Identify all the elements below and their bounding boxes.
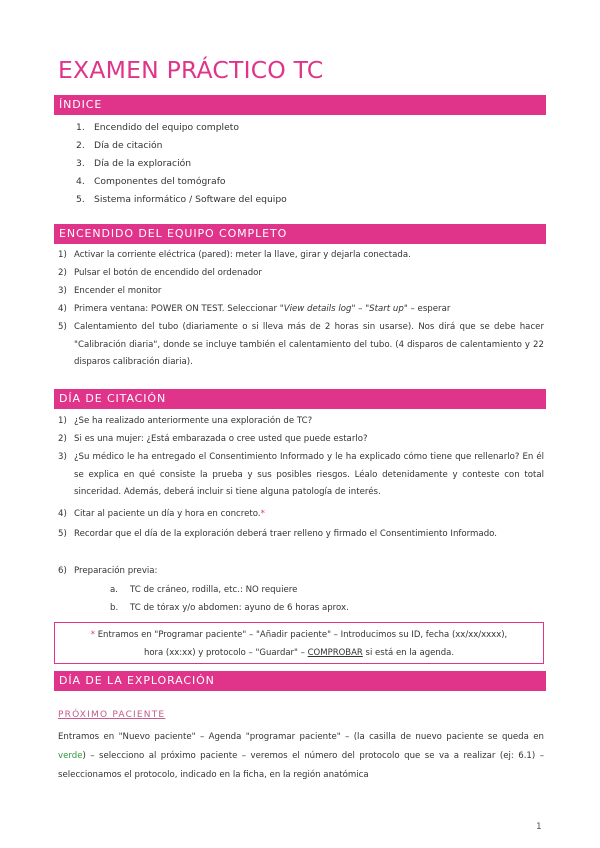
asterisk-mark: * [260, 509, 265, 519]
toc-item: 5. Sistema informático / Software del equipo [76, 194, 287, 205]
list-item: 6) Preparación previa: [58, 566, 158, 576]
page-number: 1 [536, 822, 542, 832]
list-item: 5) Calentamiento del tubo (diariamente o si lleva más de 2 horas sin usarse). Nos dirá que se debe hacer "Calibración diaria", donde se incluye también el calentamiento del tubo. (4 disparos de calentamiento y 22 disparos calibración diaria). [58, 322, 544, 367]
list-item: 4) Citar al paciente un día y hora en concreto.* [58, 509, 265, 519]
note-box [54, 622, 544, 664]
subheading-proximo-paciente: PRÓXIMO PACIENTE [58, 710, 166, 720]
toc-item: 4. Componentes del tomógrafo [76, 176, 226, 187]
toc-item: 1. Encendido del equipo completo [76, 122, 239, 133]
list-item: 3) Encender el monitor [58, 286, 162, 296]
section-header-citacion: DÍA DE CITACIÓN [54, 389, 546, 409]
list-item: 1) Activar la corriente eléctrica (pared): meter la llave, girar y dejarla conectada. [58, 250, 411, 260]
list-item: 3) ¿Su médico le ha entregado el Consentimiento Informado y le ha explicado cómo tiene que rellenarlo? En él se explica en qué consiste la prueba y sus posibles riesgos. Léalo detenidamente y conteste con total sinceridad. Además, deberá incluir si tiene alguna patología de interés. [58, 452, 544, 497]
section-header-indice: ÍNDICE [54, 95, 546, 115]
toc-item: 3. Día de la exploración [76, 158, 192, 169]
list-item: 4) Primera ventana: POWER ON TEST. Seleccionar "View details log" – "Start up" – esperar [58, 304, 451, 314]
list-item: 2) Si es una mujer: ¿Está embarazada o cree usted que puede estarlo? [58, 434, 368, 444]
list-item: 2) Pulsar el botón de encendido del ordenador [58, 268, 262, 278]
list-item: 5) Recordar que el día de la exploración deberá traer relleno y firmado el Consentimiento Informado. [58, 529, 497, 539]
sub-list-item: b. TC de tórax y/o abdomen: ayuno de 6 horas aprox. [110, 603, 349, 613]
document-title: EXAMEN PRÁCTICO TC [58, 56, 324, 84]
toc-item: 2. Día de citación [76, 140, 163, 151]
section-header-exploracion: DÍA DE LA EXPLORACIÓN [54, 671, 546, 691]
note-line-1: * Entramos en "Programar paciente" – "Añadir paciente" – Introducimos su ID, fecha (xx/xx/xxxx), [90, 630, 508, 640]
note-line-2: hora (xx:xx) y protocolo – "Guardar" – COMPROBAR si está en la agenda. [143, 648, 455, 658]
sub-list-item: a. TC de cráneo, rodilla, etc.: NO requiere [110, 585, 298, 595]
paragraph: Entramos en "Nuevo paciente" – Agenda "programar paciente" – (la casilla de nuevo paciente se queda en verde) – selecciono al próximo paciente – veremos el número del protocolo que se va a realizar (ej: 6.1) – seleccionamos el protocolo, indicado en la ficha, en la región anatómica [58, 732, 544, 780]
section-header-encendido: ENCENDIDO DEL EQUIPO COMPLETO [54, 224, 546, 244]
list-item: 1) ¿Se ha realizado anteriormente una exploración de TC? [58, 416, 313, 426]
